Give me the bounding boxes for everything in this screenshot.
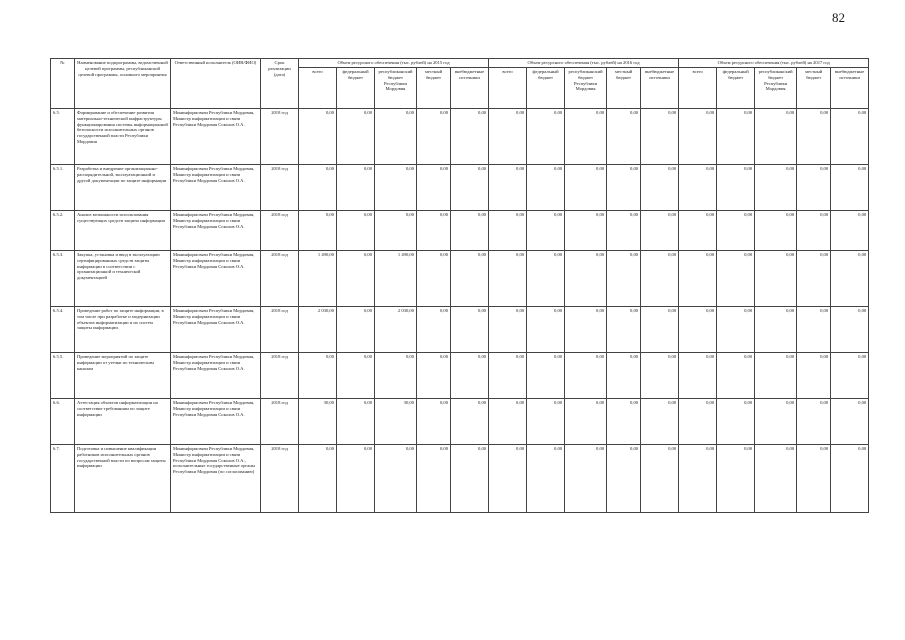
row-number: 6.5.4. <box>51 307 75 353</box>
row-value: 0,00 <box>375 165 417 211</box>
row-name: Разработка и внедрение организационно-распорядительной, эксплуатационной и другой документации по защите информации <box>75 165 171 211</box>
row-value: 0,00 <box>797 165 831 211</box>
row-name: Закупка, установка и ввод в эксплуатацию сертифицированных средств защиты информации в соответствии с организационной и технической документацией <box>75 251 171 307</box>
row-value: 0,00 <box>717 399 755 445</box>
row-value: 0,00 <box>337 445 375 513</box>
row-value: 0,00 <box>527 307 565 353</box>
row-value: 0,00 <box>679 211 717 251</box>
row-value: 0,00 <box>375 445 417 513</box>
header-2016-local: местный бюджет <box>607 68 641 109</box>
row-value: 0,00 <box>337 307 375 353</box>
row-value: 0,00 <box>489 251 527 307</box>
row-value: 0,00 <box>565 109 607 165</box>
row-value: 0,00 <box>797 445 831 513</box>
row-value: 0,00 <box>717 251 755 307</box>
row-value: 0,00 <box>417 445 451 513</box>
row-number: 6.6. <box>51 399 75 445</box>
row-value: 0,00 <box>417 399 451 445</box>
row-value: 0,00 <box>679 109 717 165</box>
table-row <box>51 211 869 251</box>
row-value: 0,00 <box>641 353 679 399</box>
header-number: № <box>51 59 75 109</box>
row-value: 0,00 <box>797 399 831 445</box>
row-number: 6.5.1. <box>51 165 75 211</box>
row-value: 0,00 <box>797 307 831 353</box>
row-number: 6.5.5. <box>51 353 75 399</box>
row-value: 0,00 <box>831 211 869 251</box>
row-value: 0,00 <box>489 399 527 445</box>
row-value: 0,00 <box>417 165 451 211</box>
row-value: 0,00 <box>489 307 527 353</box>
row-name: Проведение мероприятий по защите информации от утечки по техническим каналам <box>75 353 171 399</box>
row-value: 0,00 <box>717 307 755 353</box>
header-2017-total: всего <box>679 68 717 109</box>
row-value: 0,00 <box>797 211 831 251</box>
row-value: 0,00 <box>527 211 565 251</box>
row-value: 0,00 <box>527 353 565 399</box>
row-name: Подготовка и повышение квалификации работников исполнительных органов государственной власти по вопросам защиты информации <box>75 445 171 513</box>
row-term: 2018 год <box>261 211 299 251</box>
row-value: 0,00 <box>831 353 869 399</box>
header-2016-republic: республиканский бюджет Республики Мордовия <box>565 68 607 109</box>
row-value: 0,00 <box>337 211 375 251</box>
row-value: 0,00 <box>607 165 641 211</box>
header-2015-federal: федеральный бюджет <box>337 68 375 109</box>
row-value: 0,00 <box>797 109 831 165</box>
row-value: 0,00 <box>717 445 755 513</box>
row-number: 6.5.3. <box>51 251 75 307</box>
row-value: 0,00 <box>451 211 489 251</box>
row-value: 0,00 <box>489 109 527 165</box>
table-row <box>51 399 869 445</box>
row-value: 0,00 <box>451 307 489 353</box>
row-value: 0,00 <box>451 165 489 211</box>
row-value: 0,00 <box>417 353 451 399</box>
header-2016-total: всего <box>489 68 527 109</box>
row-value: 0,00 <box>565 251 607 307</box>
row-value: 0,00 <box>679 445 717 513</box>
row-value: 0,00 <box>565 307 607 353</box>
row-value: 0,00 <box>417 109 451 165</box>
row-executor: Мининформсвязи Республики Мордовия, Министр информатизации и связи Республики Мордовия Соколов О.А. <box>171 399 261 445</box>
row-value: 0,00 <box>607 353 641 399</box>
row-executor: Мининформсвязи Республики Мордовия, Министр информатизации и связи Республики Мордовия Соколов О.А., исполнительные государственные органы Республики Мордовия (по согласованию) <box>171 445 261 513</box>
page-number: 82 <box>832 10 845 25</box>
row-value: 0,00 <box>451 353 489 399</box>
row-value: 0,00 <box>797 251 831 307</box>
header-group-2017: Объем ресурсного обеспечения (тыс. рублей) на 2017 год <box>679 59 869 68</box>
row-term: 2018 год <box>261 445 299 513</box>
header-2016-federal: федеральный бюджет <box>527 68 565 109</box>
row-term: 2018 год <box>261 109 299 165</box>
row-name: Аттестация объектов информатизации на соответствие требованиям по защите информации <box>75 399 171 445</box>
table-row <box>51 109 869 165</box>
row-value: 0,00 <box>717 211 755 251</box>
row-executor: Мининформсвязи Республики Мордовия, Министр информатизации и связи Республики Мордовия Соколов О.А. <box>171 109 261 165</box>
row-value: 30,00 <box>299 399 337 445</box>
row-value: 0,00 <box>679 353 717 399</box>
row-value: 0,00 <box>717 109 755 165</box>
row-value: 0,00 <box>417 307 451 353</box>
row-executor: Мининформсвязи Республики Мордовия, Министр информатизации и связи Республики Мордовия Соколов О.А. <box>171 211 261 251</box>
row-value: 0,00 <box>299 211 337 251</box>
header-2015-republic: республиканский бюджет Республики Мордовия <box>375 68 417 109</box>
row-value: 0,00 <box>797 353 831 399</box>
row-value: 0,00 <box>717 165 755 211</box>
resource-table <box>50 58 869 513</box>
table-body <box>51 109 869 513</box>
row-value: 0,00 <box>527 445 565 513</box>
header-2015-offbudget: внебюджетные источники <box>451 68 489 109</box>
row-value: 1 490,00 <box>299 251 337 307</box>
row-executor: Мининформсвязи Республики Мордовия, Министр информатизации и связи Республики Мордовия Соколов О.А. <box>171 307 261 353</box>
row-value: 0,00 <box>527 165 565 211</box>
row-value: 0,00 <box>641 165 679 211</box>
row-value: 0,00 <box>337 251 375 307</box>
table-row <box>51 165 869 211</box>
row-value: 0,00 <box>755 211 797 251</box>
row-value: 0,00 <box>641 109 679 165</box>
row-value: 0,00 <box>565 211 607 251</box>
row-value: 0,00 <box>299 109 337 165</box>
row-value: 0,00 <box>607 307 641 353</box>
row-value: 0,00 <box>337 109 375 165</box>
row-value: 0,00 <box>641 307 679 353</box>
row-value: 0,00 <box>679 307 717 353</box>
row-term: 2018 год <box>261 165 299 211</box>
header-group-2015: Объем ресурсного обеспечения (тыс. рублей) на 2015 год <box>299 59 489 68</box>
row-value: 0,00 <box>337 165 375 211</box>
row-number: 6.7. <box>51 445 75 513</box>
row-value: 2 030,00 <box>299 307 337 353</box>
row-value: 0,00 <box>451 109 489 165</box>
row-value: 0,00 <box>527 399 565 445</box>
row-value: 0,00 <box>489 211 527 251</box>
row-name: Проведение работ по защите информации, в том числе при разработке и модернизации объектов информатизации и их систем защиты информации <box>75 307 171 353</box>
header-2017-local: местный бюджет <box>797 68 831 109</box>
row-value: 0,00 <box>679 251 717 307</box>
row-value: 0,00 <box>565 353 607 399</box>
header-executor: Ответственный исполнитель (ОИВ/ФИО) <box>171 59 261 109</box>
row-value: 30,00 <box>375 399 417 445</box>
row-value: 0,00 <box>451 445 489 513</box>
row-value: 0,00 <box>607 109 641 165</box>
table-row <box>51 307 869 353</box>
row-value: 0,00 <box>831 109 869 165</box>
row-name: Анализ возможности использования существующих средств защиты информации <box>75 211 171 251</box>
header-group-2016: Объем ресурсного обеспечения (тыс. рублей) на 2016 год <box>489 59 679 68</box>
row-value: 0,00 <box>831 445 869 513</box>
table-row <box>51 251 869 307</box>
table-row <box>51 445 869 513</box>
row-term: 2018 год <box>261 399 299 445</box>
row-value: 1 490,00 <box>375 251 417 307</box>
row-value: 0,00 <box>337 399 375 445</box>
row-value: 0,00 <box>337 353 375 399</box>
header-row-groups <box>51 59 869 68</box>
row-value: 0,00 <box>527 251 565 307</box>
row-value: 0,00 <box>755 353 797 399</box>
row-executor: Мининформсвязи Республики Мордовия, Министр информатизации и связи Республики Мордовия Соколов О.А. <box>171 251 261 307</box>
header-2016-offbudget: внебюджетные источники <box>641 68 679 109</box>
row-executor: Мининформсвязи Республики Мордовия, Министр информатизации и связи Республики Мордовия Соколов О.А. <box>171 165 261 211</box>
header-2017-republic: республиканский бюджет Республики Мордовия <box>755 68 797 109</box>
header-2015-total: всего <box>299 68 337 109</box>
row-value: 0,00 <box>641 251 679 307</box>
row-value: 0,00 <box>755 165 797 211</box>
row-term: 2018 год <box>261 251 299 307</box>
row-value: 2 030,00 <box>375 307 417 353</box>
row-value: 0,00 <box>489 165 527 211</box>
row-value: 0,00 <box>565 445 607 513</box>
row-value: 0,00 <box>375 211 417 251</box>
row-value: 0,00 <box>451 399 489 445</box>
header-name: Наименование подпрограммы, ведомственной целевой программы, республиканской целевой программы, основного мероприятия <box>75 59 171 109</box>
row-value: 0,00 <box>299 353 337 399</box>
row-value: 0,00 <box>417 211 451 251</box>
row-executor: Мининформсвязи Республики Мордовия, Министр информатизации и связи Республики Мордовия Соколов О.А. <box>171 353 261 399</box>
row-value: 0,00 <box>375 353 417 399</box>
row-name: Формирование и обеспечение развития материально-технической инфраструктуры функционирования системы информационной безопасности исполнительных органов государственной власти Республики Мордовия <box>75 109 171 165</box>
header-term: Срок реализации (дата) <box>261 59 299 109</box>
row-value: 0,00 <box>755 399 797 445</box>
header-2017-federal: федеральный бюджет <box>717 68 755 109</box>
row-value: 0,00 <box>831 307 869 353</box>
row-value: 0,00 <box>755 251 797 307</box>
row-value: 0,00 <box>299 165 337 211</box>
row-value: 0,00 <box>831 251 869 307</box>
row-value: 0,00 <box>565 165 607 211</box>
row-value: 0,00 <box>489 353 527 399</box>
row-term: 2018 год <box>261 307 299 353</box>
row-value: 0,00 <box>831 165 869 211</box>
row-value: 0,00 <box>607 445 641 513</box>
row-value: 0,00 <box>489 445 527 513</box>
row-value: 0,00 <box>451 251 489 307</box>
row-value: 0,00 <box>755 109 797 165</box>
row-value: 0,00 <box>565 399 607 445</box>
row-value: 0,00 <box>375 109 417 165</box>
row-value: 0,00 <box>299 445 337 513</box>
row-value: 0,00 <box>417 251 451 307</box>
row-value: 0,00 <box>607 211 641 251</box>
row-value: 0,00 <box>679 399 717 445</box>
row-value: 0,00 <box>679 165 717 211</box>
row-value: 0,00 <box>831 399 869 445</box>
row-value: 0,00 <box>755 445 797 513</box>
table-row <box>51 353 869 399</box>
header-2015-local: местный бюджет <box>417 68 451 109</box>
row-value: 0,00 <box>717 353 755 399</box>
row-value: 0,00 <box>527 109 565 165</box>
row-term: 2018 год <box>261 353 299 399</box>
row-value: 0,00 <box>641 211 679 251</box>
row-number: 6.5.2. <box>51 211 75 251</box>
row-value: 0,00 <box>607 251 641 307</box>
row-number: 6.5. <box>51 109 75 165</box>
row-value: 0,00 <box>641 399 679 445</box>
header-2017-offbudget: внебюджетные источники <box>831 68 869 109</box>
row-value: 0,00 <box>607 399 641 445</box>
row-value: 0,00 <box>641 445 679 513</box>
row-value: 0,00 <box>755 307 797 353</box>
